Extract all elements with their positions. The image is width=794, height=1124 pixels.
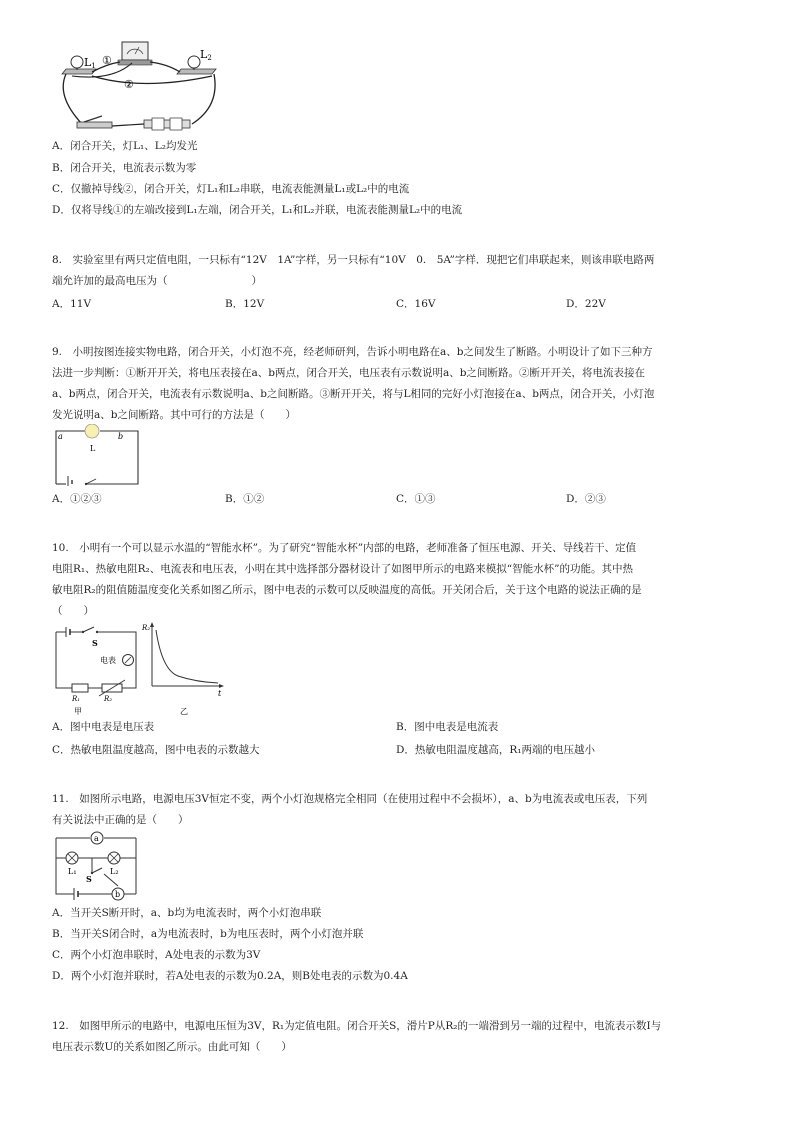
q9-stem-line2: 法进一步判断：①断开开关，将电压表接在a、b两点，闭合开关，电压表有示数说明a、b之间断路。②断开开关，将电流表接在 [52, 367, 645, 379]
q11-option-d: D．两个小灯泡并联时，若A处电表的示数为0.2A，则B处电表的示数为0.4A [52, 970, 408, 982]
q9-stem-line3: a、b两点，闭合开关，电流表有示数说明a、b之间断路。③断开开关，将与L相同的完好小灯泡接在a、b两点，闭合开关，小灯泡 [52, 388, 655, 400]
q7-option-d: D．仅将导线①的左端改接到L₁左端，闭合开关，L₁和L₂并联，电流表能测量L₂中的电流 [52, 204, 463, 216]
switch [77, 122, 112, 128]
q10-stem-line3: 敏电阻R₂的阻值随温度变化关系如图乙所示，图中电表的示数可以反映温度的高低。开关闭合后，关于这个电路的说法正确的是 [52, 584, 642, 596]
ammeter [122, 42, 148, 60]
svg-text:①: ① [102, 54, 112, 67]
bulb-l [85, 424, 99, 438]
q11-option-c: C．两个小灯泡串联时，A处电表的示数为3V [52, 949, 261, 961]
svg-text:L2: L2 [200, 48, 212, 62]
svg-text:R₂: R₂ [142, 624, 151, 632]
svg-text:S: S [86, 874, 92, 884]
svg-text:b: b [118, 432, 124, 441]
svg-text:a: a [94, 834, 99, 843]
q7-circuit-figure [52, 36, 232, 136]
q10-stem-line2: 电阻R₁、热敏电阻R₂、电流表和电压表，小明在其中选择部分器材设计了如图甲所示的电路来模拟“智能水杯”的功能。其中热 [52, 563, 633, 575]
q12-stem-line1: 12. 如图甲所示的电路中，电源电压恒为3V，R₁为定值电阻。闭合开关S，滑片P从R₂的一端滑到另一端的过程中，电流表示数I与 [52, 1020, 662, 1032]
q10-graph-yi [138, 620, 228, 716]
svg-text:R₂: R₂ [104, 695, 113, 703]
svg-text:L: L [90, 444, 96, 453]
svg-text:a: a [58, 432, 63, 441]
svg-text:R₁: R₁ [72, 695, 81, 703]
svg-text:电表: 电表 [100, 656, 116, 665]
q7-option-c: C．仅撤掉导线②，闭合开关，灯L₁和L₂串联，电流表能测量L₁或L₂中的电流 [52, 183, 410, 195]
svg-text:b: b [115, 890, 121, 899]
svg-text:乙: 乙 [180, 707, 188, 716]
q9-option-d: D．②③ [566, 493, 606, 505]
q9-option-a: A．①②③ [52, 493, 102, 505]
q9-stem-line1: 9. 小明按图连接实物电路，闭合开关，小灯泡不亮，经老师研判，告诉小明电路在a、b之间发生了断路。小明设计了如下三种方 [52, 346, 653, 358]
q7-option-b: B．闭合开关，电流表示数为零 [52, 162, 197, 174]
q9-stem-line4: 发光说明a、b之间断路。其中可行的方法是（ ） [52, 409, 296, 421]
q11-option-a: A．当开关S断开时，a、b均为电流表时，两个小灯泡串联 [52, 907, 322, 919]
q8-option-b: B．12V [225, 298, 265, 310]
q8-option-c: C．16V [396, 298, 436, 310]
q7-option-a: A．闭合开关，灯L₁、L₂均发光 [52, 140, 198, 152]
svg-text:L₁: L₁ [68, 867, 77, 876]
q11-option-b: B．当开关S闭合时，a为电流表时，b为电压表时，两个小灯泡并联 [52, 928, 364, 940]
q12-stem-line2: 电压表示数U的关系如图乙所示。由此可知（ ） [52, 1041, 292, 1053]
q8-option-d: D．22V [566, 298, 606, 310]
svg-text:L₂: L₂ [110, 867, 119, 876]
q10-option-d: D．热敏电阻温度越高，R₁两端的电压越小 [396, 744, 596, 756]
q11-circuit-figure [52, 828, 142, 902]
q10-option-a: A．图中电表是电压表 [52, 721, 155, 733]
svg-text:甲: 甲 [74, 707, 82, 716]
q9-circuit-figure [52, 424, 147, 486]
q8-stem-line2: 端允许加的最高电压为（ ） [52, 275, 262, 287]
q11-stem-line1: 11. 如图所示电路，电源电压3V恒定不变，两个小灯泡规格完全相同（在使用过程中不会损坏），a、b为电流表或电压表，下列 [52, 793, 648, 805]
q10-stem-line1: 10. 小明有一个可以显示水温的“智能水杯”。为了研究“智能水杯”内部的电路，老师准备了恒压电源、开关、导线若干、定值 [52, 542, 637, 554]
q9-option-c: C．①③ [396, 493, 436, 505]
q10-stem-line4: （ ） [52, 605, 94, 617]
bulb-l2 [188, 56, 200, 68]
q8-option-a: A．11V [52, 298, 92, 310]
q10-option-b: B．图中电表是电流表 [396, 721, 499, 733]
q11-stem-line2: 有关说法中正确的是（ ） [52, 814, 189, 826]
bulb-l1 [71, 56, 83, 68]
svg-text:L1: L1 [84, 56, 96, 70]
svg-text:②: ② [124, 78, 134, 91]
svg-text:S: S [92, 638, 98, 648]
q10-circuit-jia [52, 620, 142, 716]
q9-option-b: B．①② [225, 493, 265, 505]
svg-text:t: t [218, 689, 222, 698]
resistor-r1 [72, 684, 88, 692]
q8-stem-line1: 8. 实验室里有两只定值电阻，一只标有“12V 1A”字样，另一只标有“10V 0. 5A”字样．现把它们串联起来，则该串联电路两 [52, 254, 655, 266]
battery [144, 120, 190, 128]
q10-option-c: C．热敏电阻温度越高，图中电表的示数越大 [52, 744, 260, 756]
